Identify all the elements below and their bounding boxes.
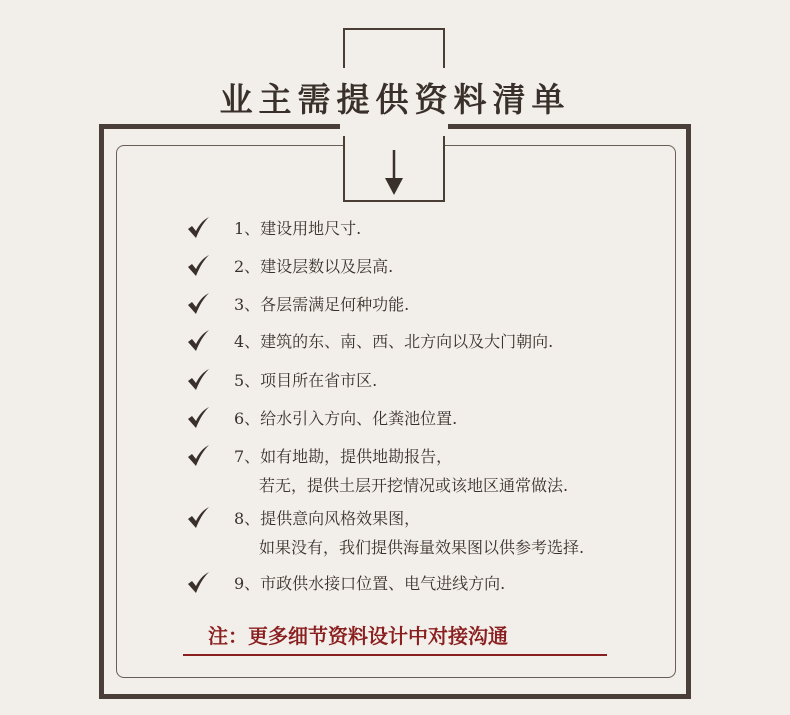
note-underline: [183, 654, 607, 656]
check-icon: [186, 330, 210, 352]
list-item-text: [234, 569, 505, 598]
note-text: 注：更多细节资料设计中对接沟通: [208, 624, 508, 648]
list-item-text: [234, 252, 393, 281]
list-item-label: 9、市政供水接口位置、电气进线方向.: [234, 574, 506, 593]
check-icon: [186, 293, 210, 315]
page-title: 业主需提供资料清单: [219, 80, 571, 119]
check-icon: [186, 445, 210, 467]
list-item-label: 5、项目所在省市区.: [234, 371, 378, 390]
list-item-text: [234, 442, 568, 500]
list-item-text: [234, 504, 584, 562]
list-item-label: 7、如有地勘，提供地勘报告，: [234, 447, 453, 466]
check-icon: [186, 507, 210, 529]
check-icon: [186, 255, 210, 277]
check-icon: [186, 217, 210, 239]
list-item-continuation: 如果没有，我们提供海量效果图以供参考选择.: [259, 538, 585, 557]
list-item-text: [234, 404, 457, 433]
list-item-label: 1、建设用地尺寸.: [234, 219, 362, 238]
check-icon: [186, 407, 210, 429]
list-item-text: [234, 290, 409, 319]
list-item-label: 8、提供意向风格效果图，: [234, 509, 421, 528]
list-item-text: [234, 214, 361, 243]
list-item-label: 6、给水引入方向、化粪池位置.: [234, 409, 458, 428]
list-item-label: 4、建筑的东、南、西、北方向以及大门朝向.: [234, 332, 554, 351]
list-item-continuation: 若无，提供土层开挖情况或该地区通常做法.: [259, 476, 569, 495]
list-item-text: [234, 366, 377, 395]
check-icon: [186, 572, 210, 594]
list-item-label: 2、建设层数以及层高.: [234, 257, 394, 276]
list-item-label: 3、各层需满足何种功能.: [234, 295, 410, 314]
list-item-text: [234, 327, 553, 356]
check-icon: [186, 369, 210, 391]
